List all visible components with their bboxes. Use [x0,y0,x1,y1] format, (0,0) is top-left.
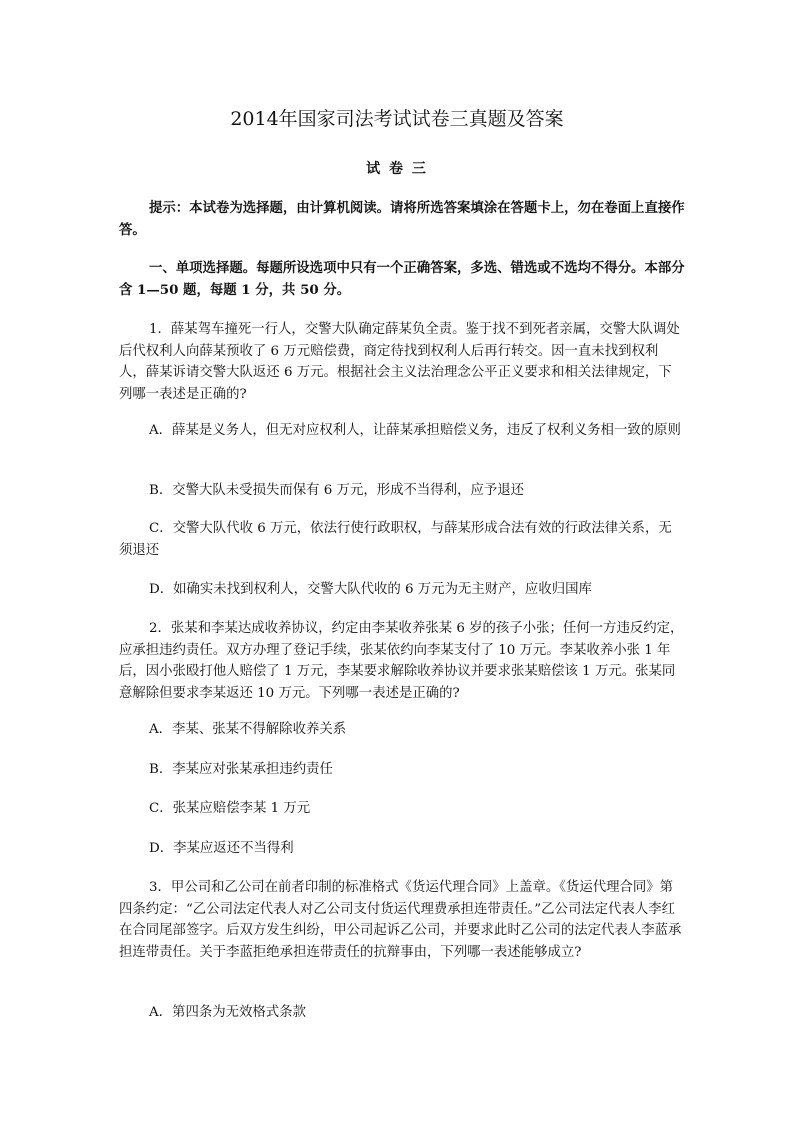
question-3-stem: 3．甲公司和乙公司在前者印制的标准格式《货运代理合同》上盖章。《货运代理合同》第四条约定：“乙公司法定代表人对乙公司支付货运代理费承担连带责任。”乙公司法定代表人李红在合同尾部签字。后双方发生纠纷，甲公司起诉乙公司，并要求此时乙公司的法定代表人李蓝承担连带责任。关于李蓝拒绝承担连带责任的抗辩事由，下列哪一表述能够成立? [119,880,682,960]
question-2-option-d: D．李某应返还不当得利 [149,841,294,856]
question-2-option-a: A．李某、张某不得解除收养关系 [149,722,347,737]
question-3-option-a: A．第四条为无效格式条款 [149,1005,306,1020]
document-title: 2014年国家司法考试试卷三真题及答案 [230,108,564,130]
question-1-stem: 1．薛某驾车撞死一行人，交警大队确定薛某负全责。鉴于找不到死者亲属，交警大队调处后代权利人向薛某预收了 6 万元赔偿费，商定待找到权利人后再行转交。因一直未找到权利人，薛某诉请交警大队返还 6 万元。根据社会主义法治理念公平正义要求和相关法律规定，下列哪一表述是正确的? [119,322,680,402]
question-1-option-b: B．交警大队未受损失而保有 6 万元，形成不当得利，应予退还 [149,483,525,498]
exam-notice: 提示：本试卷为选择题，由计算机阅读。请将所选答案填涂在答题卡上，勿在卷面上直接作答。 [119,200,685,238]
question-2-option-c: C．张某应赔偿李某 1 万元 [149,801,311,816]
paper-subtitle: 试 卷 三 [366,161,428,177]
question-1-option-c: C．交警大队代收 6 万元，依法行使行政职权，与薛某形成合法有效的行政法律关系，无须退还 [119,521,672,558]
section-heading: 一、单项选择题。每题所设选项中只有一个正确答案，多选、错选或不选均不得分。本部分含 1—50 题，每题 1 分，共 50 分。 [119,260,685,298]
question-1-option-d: D．如确实未找到权利人，交警大队代收的 6 万元为无主财产，应收归国库 [149,582,592,597]
question-2-option-b: B．李某应对张某承担违约责任 [149,762,333,777]
question-2-stem: 2．张某和李某达成收养协议，约定由李某收养张某 6 岁的孩子小张；任何一方违反约定，应承担违约责任。双方办理了登记手续，张某依约向李某支付了 10 万元。李某收养小张 1 年后，因小张殴打他人赔偿了 1 万元，李某要求解除收养协议并要求张某赔偿该 1 万元。张某同意解除但要求李某返还 10 万元。下列哪一表述是正确的? [119,621,684,701]
question-1-option-a: A．薛某是义务人，但无对应权利人，让薛某承担赔偿义务，违反了权利义务相一致的原则 [149,423,681,438]
